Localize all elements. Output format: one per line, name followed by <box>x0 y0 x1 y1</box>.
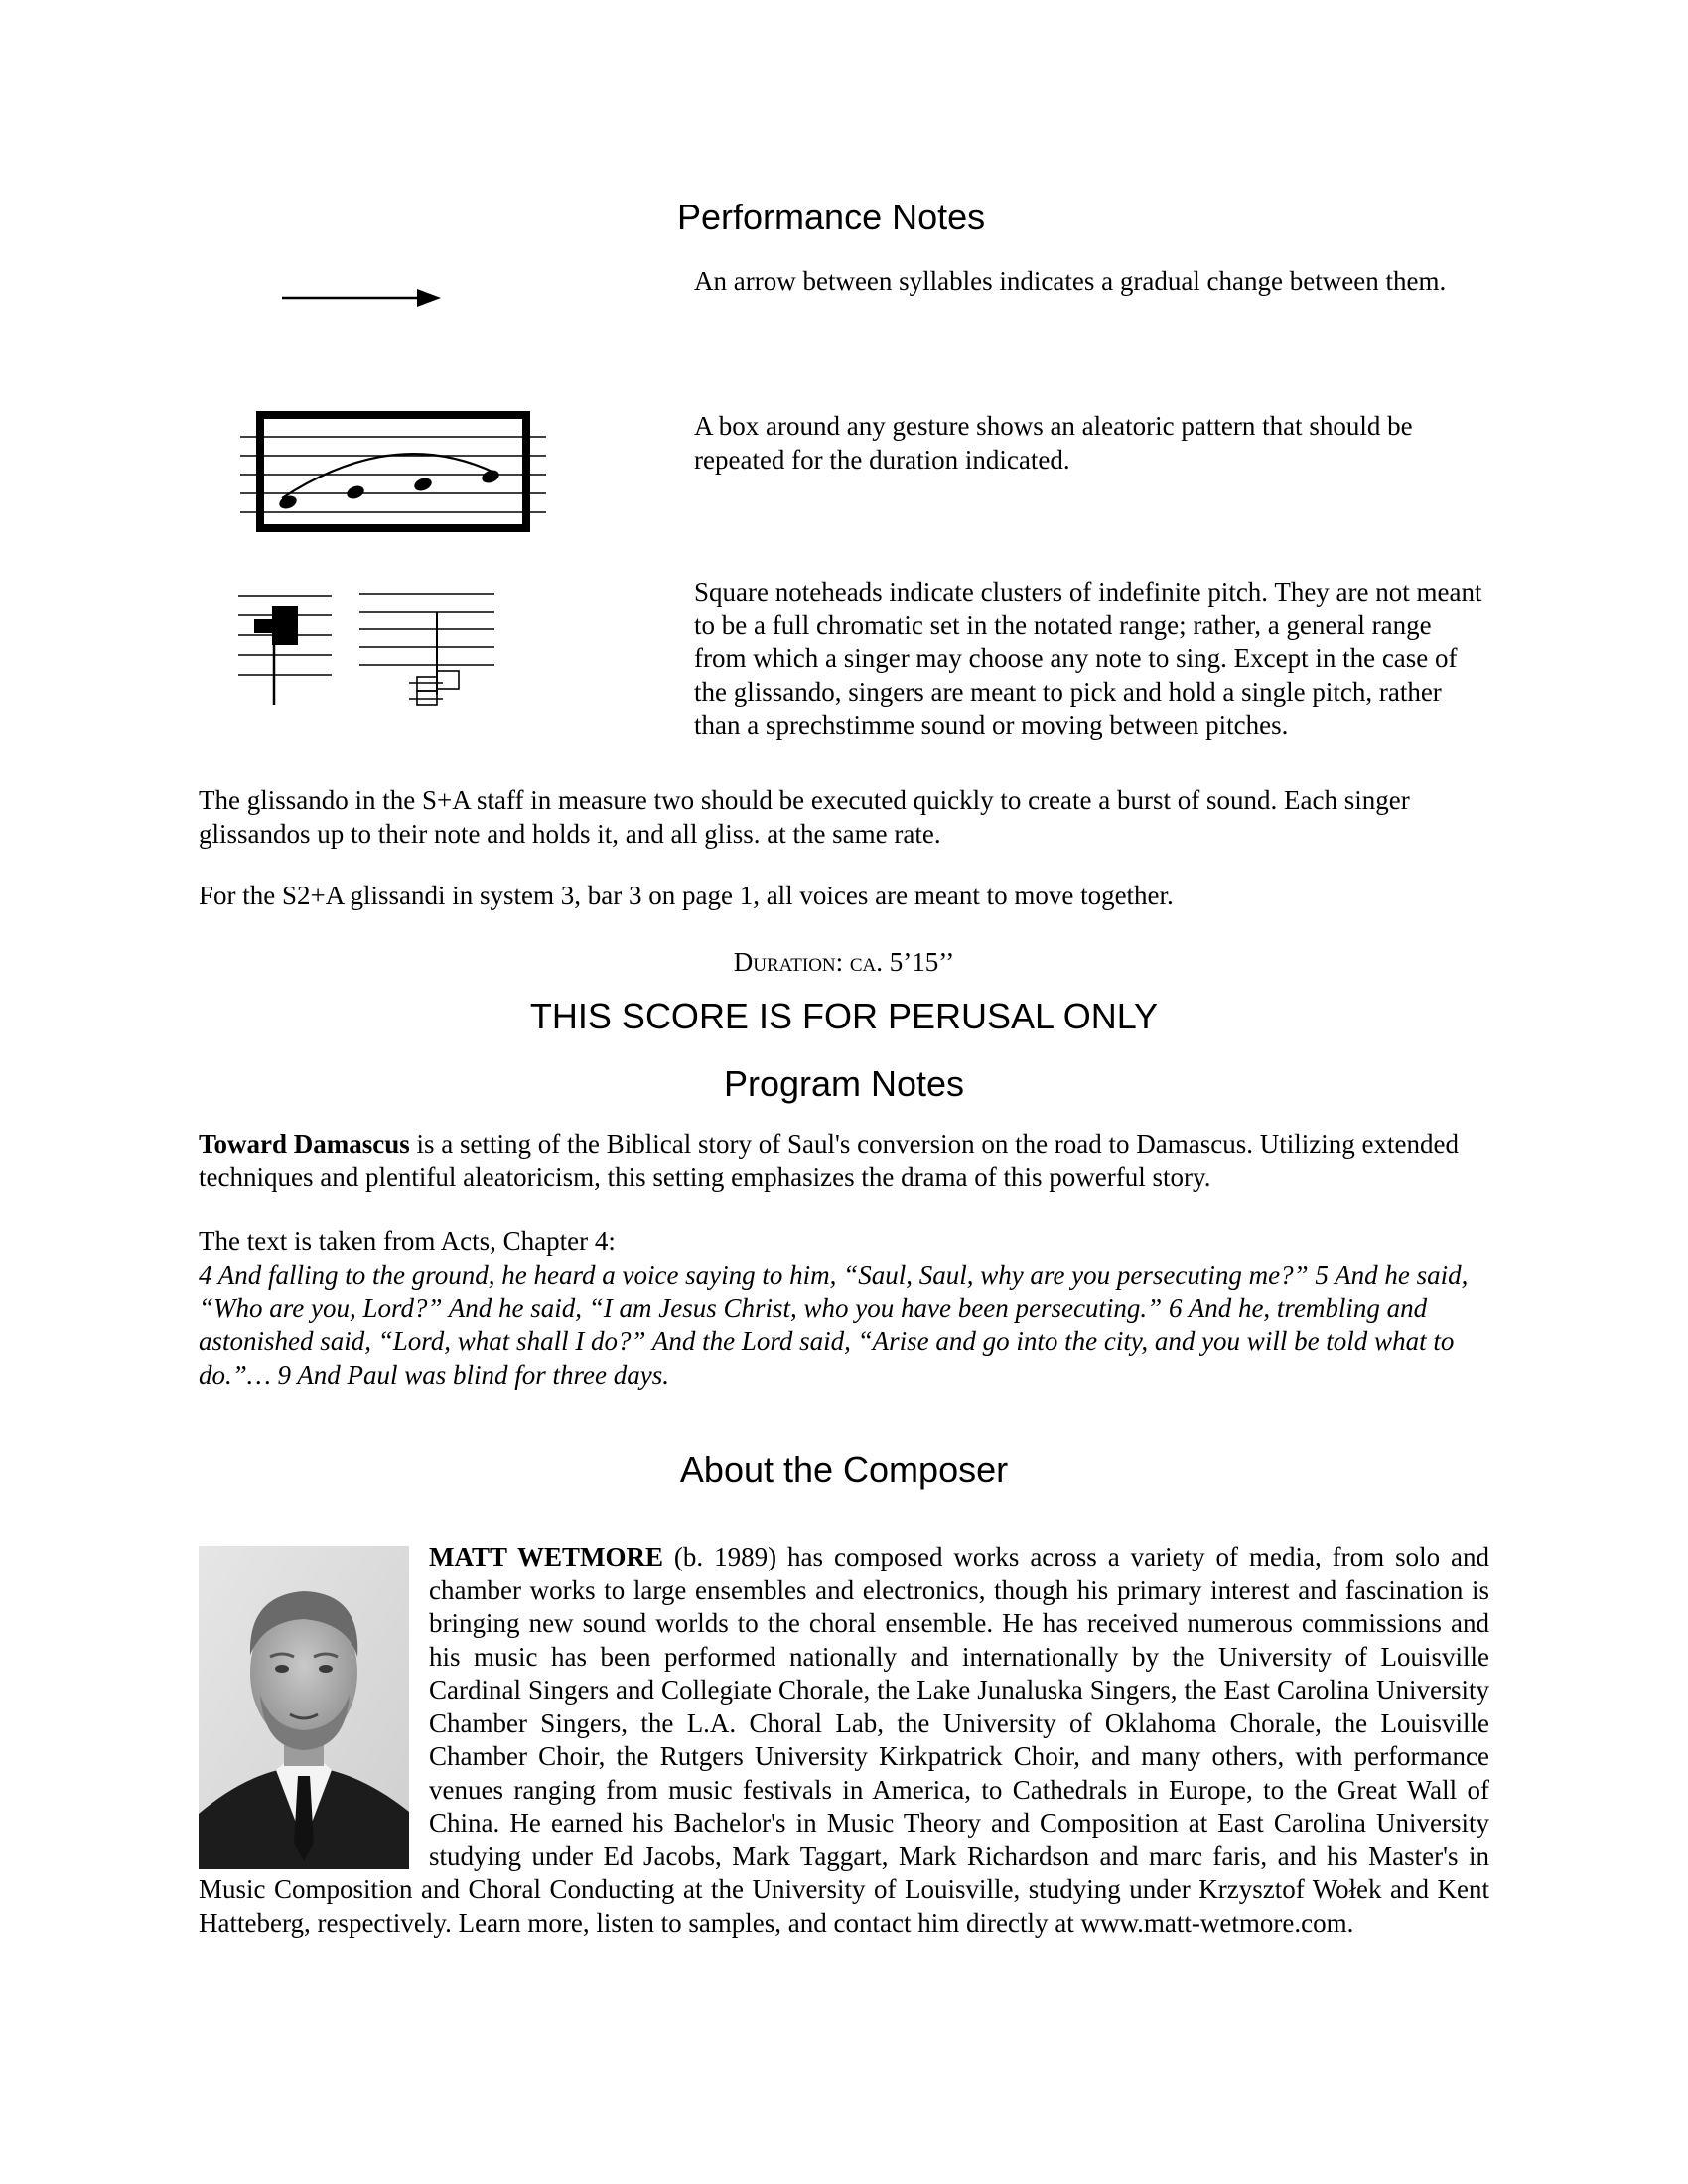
arrow-note: An arrow between syllables indicates a gradual change between them. <box>694 266 1447 296</box>
perusal-notice: THIS SCORE IS FOR PERUSAL ONLY <box>529 996 1159 1036</box>
program-notes-heading: Program Notes <box>723 1063 965 1104</box>
aleatoric-box-figure <box>234 407 552 536</box>
arrow-figure <box>278 283 447 313</box>
text-source: The text is taken from Acts, Chapter 4: <box>199 1226 616 1256</box>
cluster-notehead-figure <box>234 586 502 715</box>
arrow-icon <box>278 283 447 313</box>
about-composer-heading: About the Composer <box>679 1449 1009 1490</box>
performance-notes-heading: Performance Notes <box>677 197 986 237</box>
work-title: Toward Damascus <box>199 1129 410 1159</box>
gliss-note-2: For the S2+A glissandi in system 3, bar 3 on page 1, all voices are meant to move together. <box>199 881 1174 910</box>
scripture-text: 4 And falling to the ground, he heard a voice saying to him, “Saul, Saul, why are you persecuting me?” 5 And he said, “Who are you, Lord?” And he said, “I am Jesus Christ, who you have been persecuting.” 6 And he, trembling and astonished said, “Lord, what shall I do?” And the Lord said, “Arise and go into the city, and you will be told what to do.”… 9 And Paul was blind for three days. <box>199 1260 1469 1390</box>
gliss-note-1: The glissando in the S+A staff in measure two should be executed quickly to create a burst of sound. Each singer glissandos up to their note and holds it, and all gliss. at the same rate. <box>199 785 1410 849</box>
duration-label: Duration: ca. 5’15’’ <box>733 947 955 977</box>
composer-bio <box>199 1541 1489 1940</box>
square-notehead-icon <box>234 586 502 715</box>
aleatoric-box-icon <box>234 407 552 536</box>
box-note: A box around any gesture shows an aleatoric pattern that should be repeated for the duration indicated. <box>694 411 1413 475</box>
program-intro-text: is a setting of the Biblical story of Saul's conversion on the road to Damascus. Utilizing extended techniques and plentiful aleatoricism, this setting emphasizes the drama of this powerful story. <box>199 1129 1459 1192</box>
photo-spacer <box>199 1541 409 1864</box>
composer-bio-text: (b. 1989) has composed works across a variety of media, from solo and chamber works to large ensembles and electronics, though his primary interest and fascination is bringing new sound worlds to the choral ensemble. He has received numerous commissions and his music has been performed nationally and internationally by the University of Louisville Cardinal Singers and Collegiate Chorale, the Lake Junaluska Singers, the East Carolina University Chamber Singers, the L.A. Choral Lab, the University of Oklahoma Chorale, the Louisville Chamber Choir, the Rutgers University Kirkpatrick Choir, and many others, with performance venues ranging from music festivals in America, to Cathedrals in Europe, to the Great Wall of China. He earned his Bachelor's in Music Theory and Composition at East Carolina University studying under Ed Jacobs, Mark Taggart, Mark Richardson and marc faris, and his Master's in Music Composition and Choral Conducting at the University of Louisville, studying under Krzysztof Wołek and Kent Hatteberg, respectively. Learn more, listen to samples, and contact him directly at www.matt-wetmore.com. <box>199 1542 1490 1938</box>
square-notehead-note: Square noteheads indicate clusters of indefinite pitch. They are not meant to be a full chromatic set in the notated range; rather, a general range from which a singer may choose any note to sing. Except in the case of the glissando, singers are meant to pick and hold a single pitch, rather than a sprechstimme sound or moving between pitches. <box>694 577 1482 740</box>
program-intro <box>199 1128 1489 1194</box>
composer-name: MATT WETMORE <box>429 1542 663 1571</box>
